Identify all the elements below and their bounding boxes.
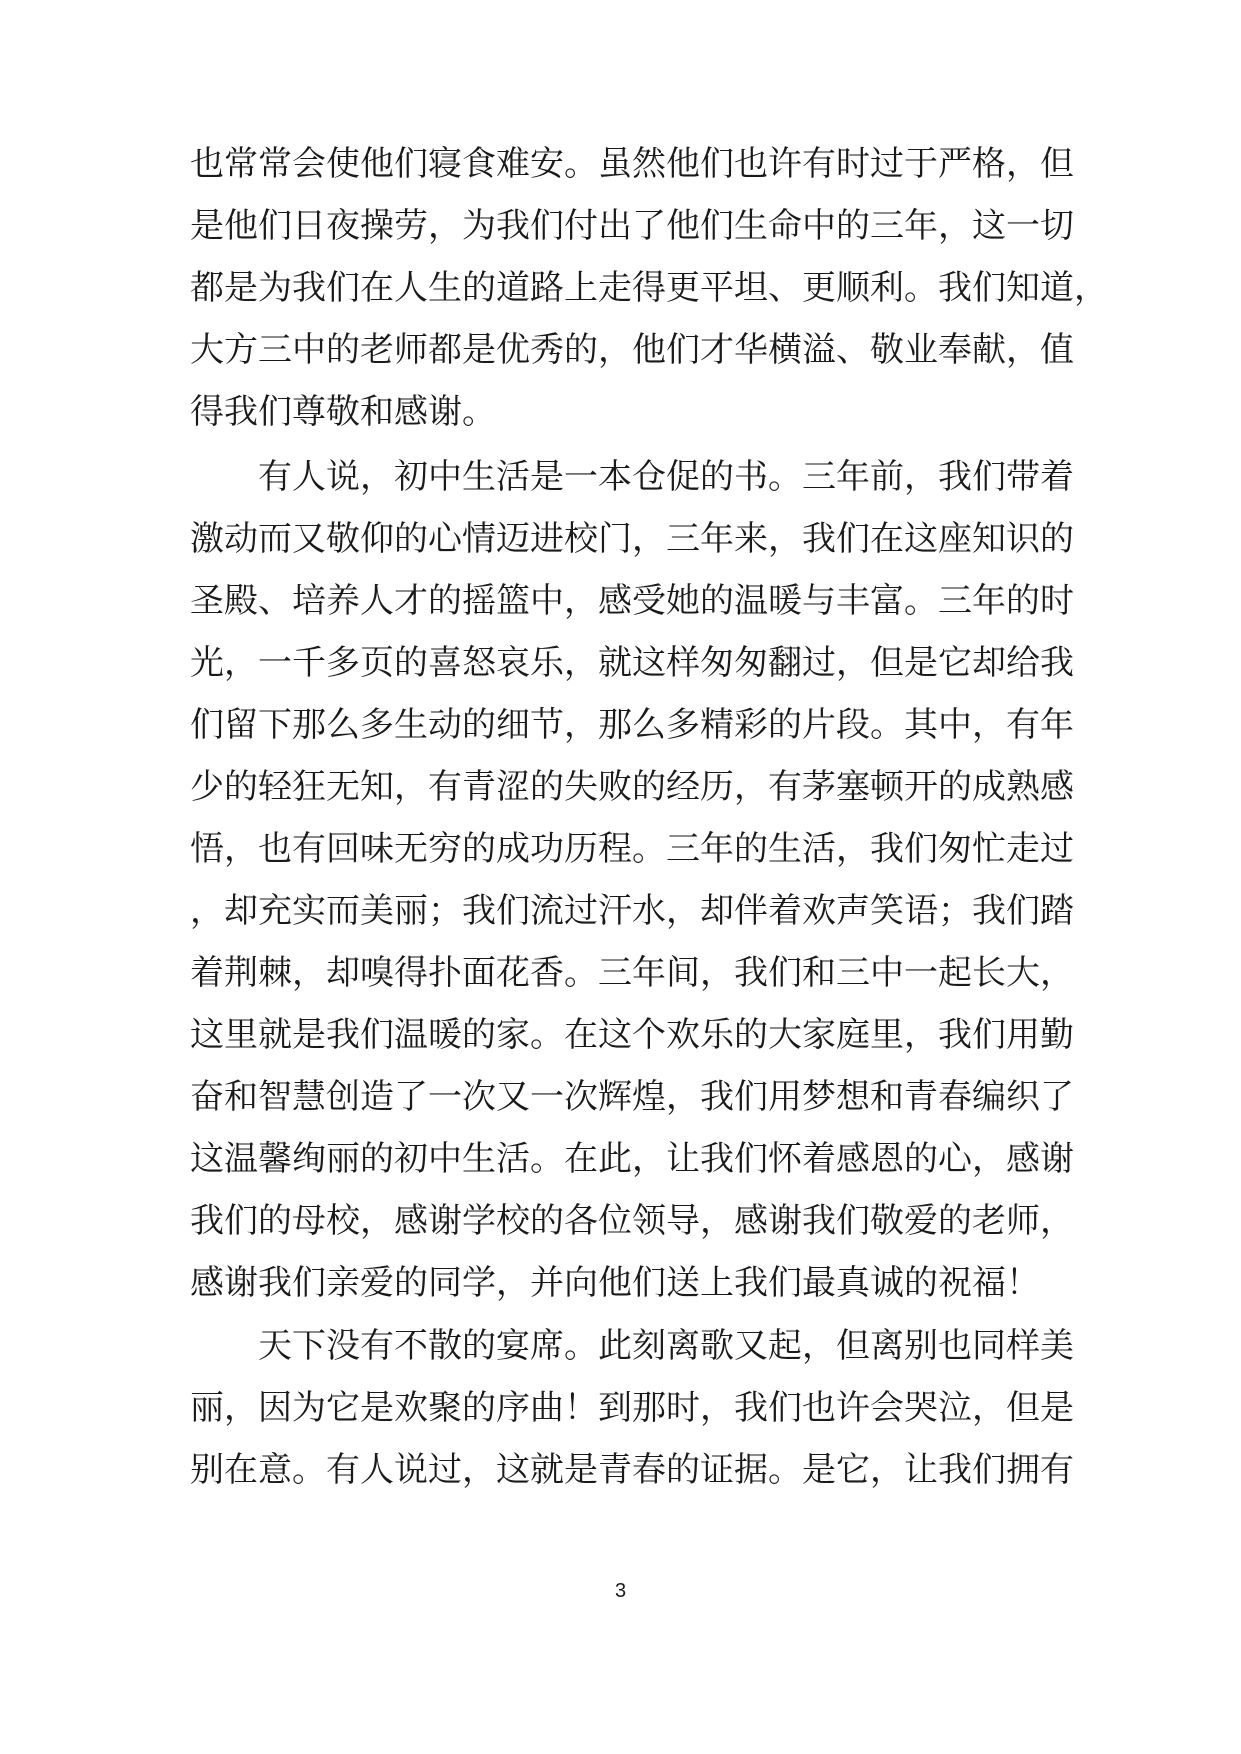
text-line: 激动而又敬仰的心情迈进校门，三年来，我们在这座知识的 bbox=[190, 519, 1074, 559]
text-line: 少的轻狂无知，有青涩的失败的经历，有茅塞顿开的成熟感 bbox=[190, 767, 1074, 807]
text-line: 是他们日夜操劳，为我们付出了他们生命中的三年，这一切 bbox=[190, 206, 1074, 246]
text-line: 光，一千多页的喜怒哀乐，就这样匆匆翻过，但是它却给我 bbox=[190, 643, 1074, 683]
text-line: 们留下那么多生动的细节，那么多精彩的片段。其中，有年 bbox=[190, 705, 1074, 745]
text-line: 我们的母校，感谢学校的各位领导，感谢我们敬爱的老师， bbox=[190, 1201, 1074, 1241]
text-line: 丽，因为它是欢聚的序曲！到那时，我们也许会哭泣，但是 bbox=[190, 1388, 1074, 1428]
text-line: 感谢我们亲爱的同学，并向他们送上我们最真诚的祝福！ bbox=[190, 1263, 1040, 1303]
text-line: 大方三中的老师都是优秀的，他们才华横溢、敬业奉献，值 bbox=[190, 330, 1074, 370]
text-line: 奋和智慧创造了一次又一次辉煌，我们用梦想和青春编织了 bbox=[190, 1077, 1074, 1117]
text-line: 着荆棘，却嗅得扑面花香。三年间，我们和三中一起长大， bbox=[190, 953, 1074, 993]
text-line: 天下没有不散的宴席。此刻离歌又起，但离别也同样美 bbox=[258, 1326, 1074, 1366]
text-line: 悟，也有回味无穷的成功历程。三年的生活，我们匆忙走过 bbox=[190, 829, 1074, 869]
text-line: 都是为我们在人生的道路上走得更平坦、更顺利。我们知道， bbox=[190, 268, 1108, 308]
page-number: 3 bbox=[614, 1580, 627, 1602]
text-line: 得我们尊敬和感谢。 bbox=[190, 392, 496, 432]
text-line: 这温馨绚丽的初中生活。在此，让我们怀着感恩的心，感谢 bbox=[190, 1139, 1074, 1179]
text-line: 也常常会使他们寝食难安。虽然他们也许有时过于严格，但 bbox=[190, 144, 1074, 184]
text-line: ，却充实而美丽；我们流过汗水，却伴着欢声笑语；我们踏 bbox=[190, 891, 1074, 931]
text-line: 这里就是我们温暖的家。在这个欢乐的大家庭里，我们用勤 bbox=[190, 1015, 1074, 1055]
text-line: 有人说，初中生活是一本仓促的书。三年前，我们带着 bbox=[258, 457, 1074, 497]
text-line: 别在意。有人说过，这就是青春的证据。是它，让我们拥有 bbox=[190, 1450, 1074, 1490]
text-line: 圣殿、培养人才的摇篮中，感受她的温暖与丰富。三年的时 bbox=[190, 581, 1074, 621]
